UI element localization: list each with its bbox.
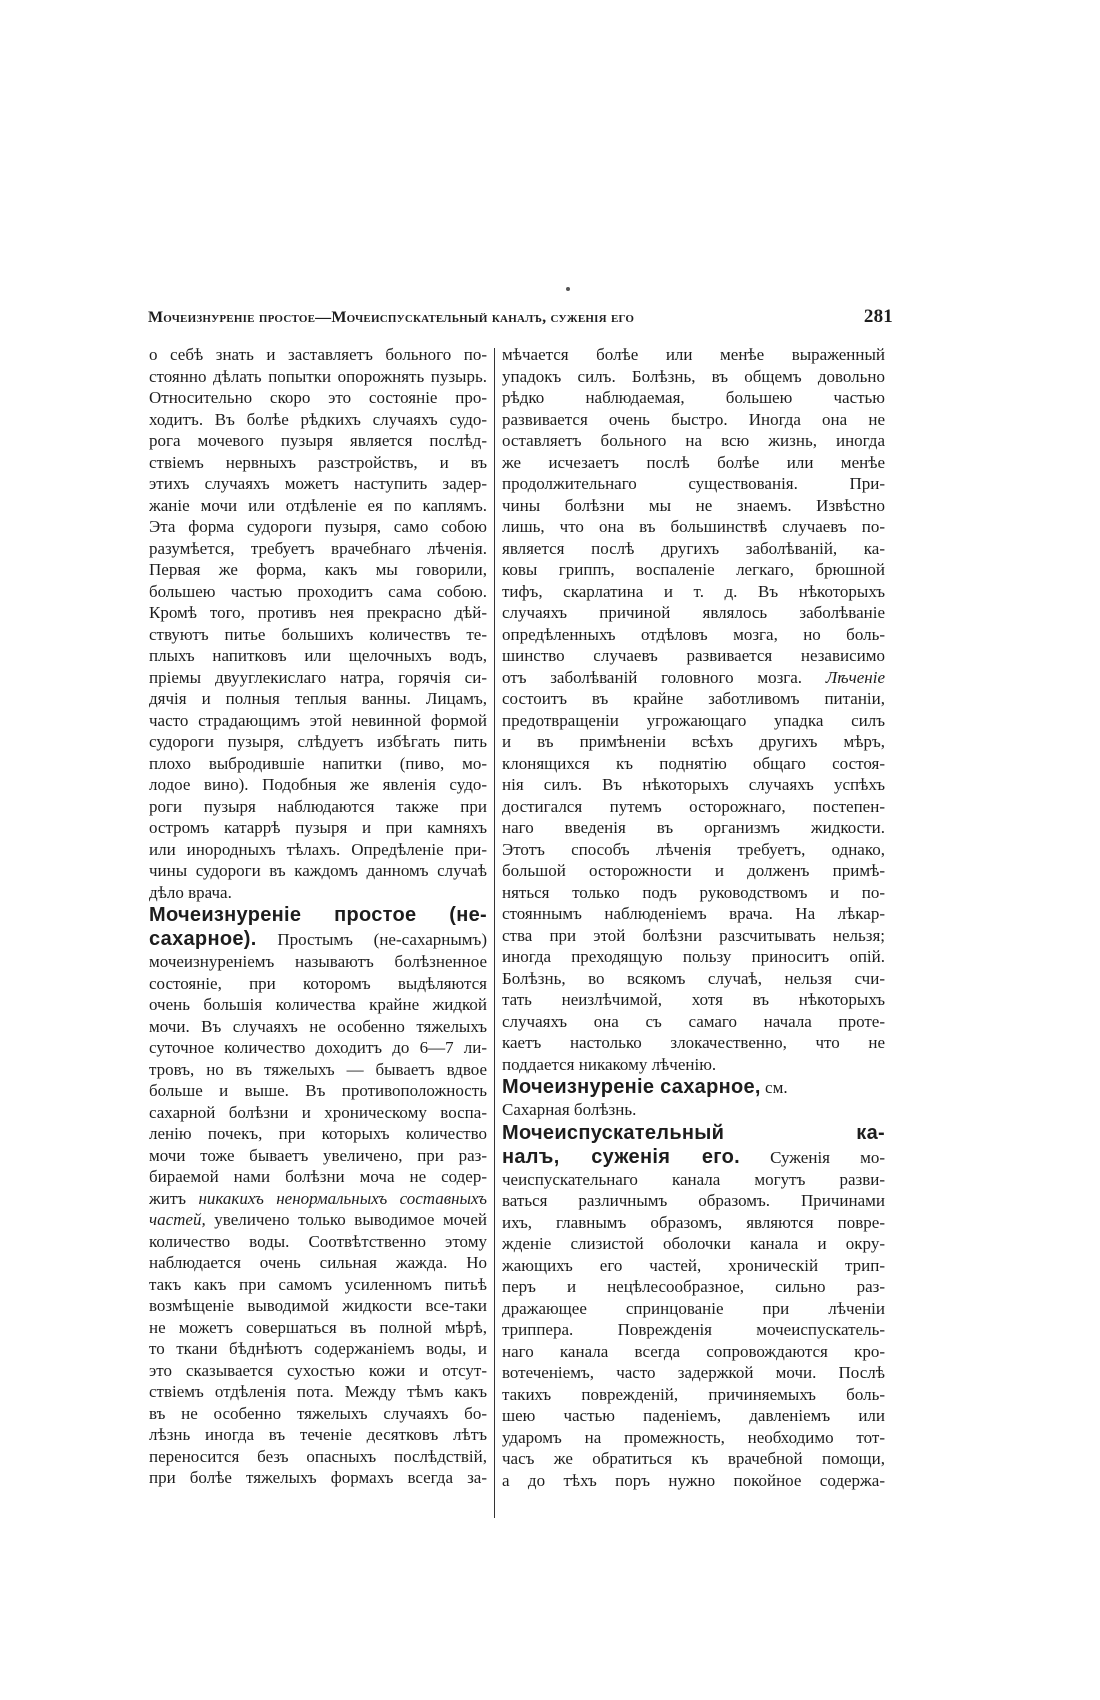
text-line: триппера. Поврежденія мочеиспускатель- [502,1320,885,1339]
text-line: чины судороги въ каждомъ данномъ случаѣ [149,861,487,880]
text-line: такихъ поврежденій, причиняемыхъ боль- [502,1384,885,1404]
text-line [149,1209,487,1231]
right-column [502,344,885,1491]
text-line: бираемой нами болѣзни моча не содер- [149,1167,487,1186]
text-line: не можетъ совершаться въ полной мѣрѣ, [149,1317,487,1337]
text-line: лѣзнь иногда въ теченіе десятковъ лѣтъ [149,1425,487,1444]
paragraph-diabetes-insipidus-cont [502,344,885,1075]
text-line: о себѣ знать и заставляетъ больного по- [149,345,487,364]
text-line: каетъ настолько злокачественно, что не [502,1033,885,1052]
entry-heading [502,1121,885,1145]
text-line: переносится безъ опасныхъ послѣдствій, [149,1446,487,1466]
paragraph-bladder-spasm [149,344,487,903]
text-line: ваться различнымъ образомъ. Причинами [502,1191,885,1210]
text-line: судороги пузыря, слѣдуетъ избѣгать пить [149,732,487,751]
text-line: перъ и нецѣлесообразное, сильно раз- [502,1277,885,1296]
left-column [149,344,487,1489]
text-line: плыхъ напитковъ или щелочныхъ водъ, [149,646,487,665]
text-line: Этотъ способъ лѣченія требуетъ, однако, [502,839,885,859]
entry-heading-text: Мочеизнуреніе сахарное, [502,1076,761,1098]
text-line: мочи. Въ случаяхъ не особенно тяжелыхъ [149,1016,487,1036]
text-line: Относительно скоро это состояніе про- [149,388,487,407]
text-line: шинство случаевъ развивается независимо [502,646,885,665]
print-speck [566,287,570,291]
text-line: состоитъ въ крайне заботливомъ питаніи, [502,689,885,708]
text-line: Эта форма судороги пузыря, само собою [149,517,487,536]
text-line: при болѣе тяжелыхъ формахъ всегда за- [149,1468,487,1487]
text-line: случаяхъ она съ самаго начала проте- [502,1011,885,1031]
text-line: тифъ, скарлатина и т. д. Въ нѣкоторыхъ [502,581,885,601]
text-line: больше и выше. Въ противоположность [149,1081,487,1100]
cross-reference: Сахарная болѣзнь. [502,1100,637,1119]
text-line: часто страдающимъ этой невинной формой [149,710,487,730]
text-line: суточное количество доходитъ до 6—7 ли- [149,1038,487,1057]
text-line: ихъ, главнымъ образомъ, являются повре- [502,1212,885,1232]
text-line: и въ примѣненіи всѣхъ другихъ мѣръ, [502,732,885,751]
text-line: пріемы двууглекислаго натра, горячія си- [149,667,487,687]
text-line: а до тѣхъ поръ нужно покойное содержа- [502,1470,885,1490]
text-line: шею частью паденіемъ, давленіемъ или [502,1406,885,1425]
text-line: лодое вино). Подобныя же явленія судо- [149,775,487,794]
text-fragment: Простымъ (не-сахарнымъ) [256,930,487,949]
text-line: часъ же обратиться къ врачебной помощи, [502,1449,885,1468]
text-line: достигался путемъ осторожнаго, постепен- [502,796,885,816]
text-line: ударомъ на промежность, необходимо тот- [502,1427,885,1447]
text-line: рѣдко наблюдаемая, большею частью [502,388,885,407]
italic-text: Лѣченіе [825,667,885,687]
entry-heading-text: Мочеизнуреніе простое (не- [149,904,487,926]
text-line: количество воды. Соотвѣтственно этому [149,1231,487,1251]
text-line: продолжительнаго существованія. При- [502,474,885,493]
text-line: роги пузыря наблюдаются также при [149,796,487,816]
entry-urethral-stricture [502,1121,885,1492]
text-line: стояннымъ наблюденіемъ врача. На лѣкар- [502,904,885,923]
text-line [502,667,885,689]
text-line: случаяхъ причиной являлось заболѣваніе [502,603,885,622]
text-line: упадокъ силъ. Болѣзнь, въ общемъ довольно [502,366,885,386]
text-line: мѣчается болѣе или менѣе выраженный [502,345,885,364]
entry-heading-text: налъ, суженія его. [502,1145,741,1168]
text-line: въ не особенно тяжелыхъ случаяхъ бо- [149,1403,487,1423]
text-line: чины болѣзни мы не знаемъ. Извѣстно [502,495,885,515]
text-line: лишь, что она въ большинствѣ случаевъ по- [502,517,885,536]
text-line: большой осторожности и долженъ примѣ- [502,861,885,880]
text-line: няться только подъ руководствомъ и по- [502,882,885,902]
text-fragment: Суженія мо- [740,1147,885,1167]
text-line: чеиспускательнаго канала могутъ разви- [502,1169,885,1189]
text-line: вотеченіемъ, часто задержкой мочи. Послѣ [502,1363,885,1382]
text-line: ствіемъ нервныхъ разстройствъ, и въ [149,452,487,472]
text-line: оставляетъ больного на всю жизнь, иногда [502,431,885,450]
entry-heading [502,1075,885,1099]
text-line: состояніе, при которомъ выдѣляются [149,973,487,993]
entry-diabetes-insipidus [149,903,487,1489]
entry-diabetes-mellitus [502,1075,885,1121]
page-number: 281 [863,306,893,327]
text-line: возмѣщеніе выводимой жидкости все-таки [149,1296,487,1315]
text-line: мочеизнуреніемъ называютъ болѣзненное [149,952,487,971]
text-line: большею частью проходитъ сама собою. [149,581,487,601]
text-line: Первая же форма, какъ мы говорили, [149,560,487,579]
text-line: разумѣется, требуетъ врачебнаго лѣченія. [149,538,487,558]
text-line: дѣло врача. [149,882,232,902]
text-line: этихъ случаяхъ можетъ наступить задер- [149,474,487,493]
text-line: жающихъ его частей, хроническій трип- [502,1255,885,1275]
text-line: тать неизлѣчимой, хотя въ нѣкоторыхъ [502,990,885,1009]
text-line: иногда преходящую пользу приноситъ опій. [502,947,885,966]
text-line [502,1145,885,1169]
text-line: ковы гриппъ, воспаленіе легкаго, брюшной [502,560,885,579]
text-line [149,927,487,951]
text-line: предотвращеніи угрожающаго упадка силъ [502,710,885,730]
text-line: сахарной болѣзни и хроническому воспа- [149,1102,487,1122]
text-line: ствуютъ питье большихъ количествъ те- [149,624,487,644]
text-line: ствіемъ отдѣленія пота. Между тѣмъ какъ [149,1382,487,1401]
text-line: тровъ, но въ тяжелыхъ — бываетъ вдвое [149,1059,487,1079]
text-line: рога мочевого пузыря является послѣд- [149,431,487,450]
text-line: такъ какъ при самомъ усиленномъ питьѣ [149,1274,487,1294]
text-line: наго канала всегда сопровождаются кро- [502,1341,885,1361]
text-line: остромъ катаррѣ пузыря и при камняхъ [149,818,487,837]
text-line: ходитъ. Въ болѣе рѣдкихъ случаяхъ судо- [149,409,487,429]
entry-heading [149,903,487,927]
entry-heading-text: сахарное). [149,928,257,950]
text-line: дячія и полныя теплыя ванны. Лицамъ, [149,689,487,708]
text-line: поддается никакому лѣченію. [502,1054,717,1074]
text-line: Болѣзнь, во всякомъ случаѣ, нельзя счи- [502,968,885,988]
text-line: является послѣ другихъ заболѣваній, ка- [502,538,885,558]
text-line: опредѣленныхъ отдѣловъ мозга, но боль- [502,624,885,644]
running-head [148,306,893,340]
text-line: же исчезаетъ послѣ болѣе или менѣе [502,452,885,472]
text-fragment: увеличено только выводимое мочей [205,1210,487,1229]
text-line: плохо выбродившіе напитки (пиво, мо- [149,753,487,773]
text-fragment: житъ [149,1188,199,1208]
running-head-title: Мочеизнуреніе простое—Мочеиспускательный каналъ, суженія его [148,309,635,326]
text-line: это сказывается сухостью кожи и отсут- [149,1360,487,1380]
text-line: жденіе слизистой оболочки канала и окру- [502,1234,885,1253]
text-line: стоянно дѣлать попытки опорожнять пузырь. [149,366,487,386]
text-line: клонящихся къ поднятію общаго состоя- [502,753,885,773]
text-line: наблюдается очень сильная жажда. Но [149,1253,487,1272]
italic-text: никакихъ ненормальныхъ составныхъ [198,1188,487,1208]
text-line: или инородныхъ тѣлахъ. Опредѣленіе при- [149,839,487,859]
text-fragment: отъ заболѣваній головного мозга. [502,667,826,687]
entry-heading-text: Мочеиспускательный ка- [502,1121,885,1144]
text-line: нія силъ. Въ нѣкоторыхъ случаяхъ успѣхъ [502,775,885,794]
text-line: ленію почекъ, при которыхъ количество [149,1124,487,1143]
text-line [149,1188,487,1210]
column-divider [494,348,495,1518]
italic-text: частей, [149,1210,206,1229]
text-line: мочи тоже бываетъ увеличено, при раз- [149,1145,487,1165]
text-line: ства при этой болѣзни разсчитывать нельзя; [502,925,885,945]
text-line: дражающее спринцованіе при лѣченіи [502,1298,885,1318]
text-line: то ткани бѣднѣютъ содержаніемъ воды, и [149,1339,487,1358]
text-line: очень большія количества крайне жидкой [149,995,487,1014]
text-fragment: см. [760,1078,788,1097]
text-line: наго введенія въ организмъ жидкости. [502,818,885,837]
text-line: жаніе мочи или отдѣленіе ея по каплямъ. [149,495,487,515]
text-line: Кромѣ того, противъ нея прекрасно дѣй- [149,603,487,622]
text-line: развивается очень быстро. Иногда она не [502,409,885,429]
